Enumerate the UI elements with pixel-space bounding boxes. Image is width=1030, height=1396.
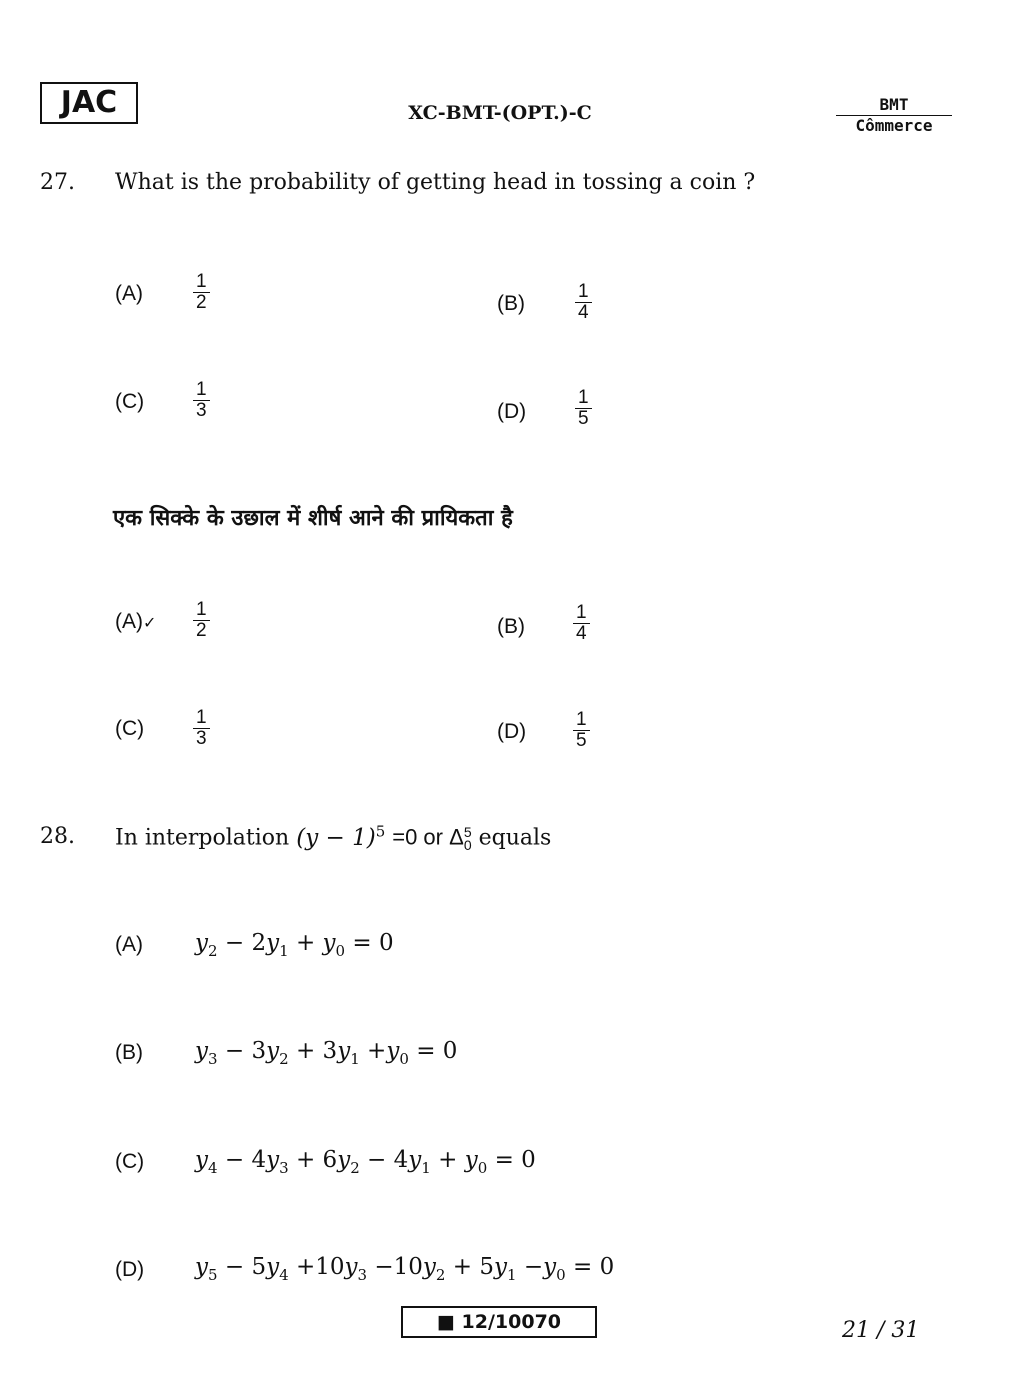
q27-hi-option-d-label: (D): [497, 720, 527, 743]
q28-expression: $(y - 1)^5$: [296, 822, 386, 851]
q27-hi-option-d-fraction: 1 5: [573, 710, 590, 751]
subject-label: [836, 96, 952, 135]
question-27-hindi-text: एक सिक्के के उछाल में शीर्ष आने की प्रायिकता है: [113, 506, 513, 531]
q28-option-a-label: (A): [115, 933, 143, 956]
q27-hi-option-c-fraction: 1 3: [193, 708, 210, 749]
page-number: 21 / 31: [842, 1318, 920, 1343]
q28-option-d-label: (D): [115, 1258, 145, 1281]
q28-option-d-equation: $y_5 - 5y_4 +10y_3 -10y_2 + 5y_1 -y_0 = 0$: [195, 1254, 615, 1284]
q27-hi-option-b-label: (B): [497, 615, 525, 638]
question-27-number: 27.: [40, 170, 75, 195]
q27-option-c-fraction: 1 3: [193, 380, 210, 421]
q27-option-b-fraction: 1 4: [575, 282, 592, 323]
q28-option-a-equation: $y_2 - 2y_1 + y_0 = 0$: [195, 930, 394, 960]
delta-indices: 5 0: [463, 823, 472, 853]
question-28-number: 28.: [40, 824, 75, 849]
q27-option-b-label: (B): [497, 292, 525, 315]
check-mark-icon: ✓: [143, 615, 157, 632]
q28-option-c-equation: $y_4 - 4y_3 + 6y_2 - 4y_1 + y_0 = 0$: [195, 1147, 536, 1177]
q27-option-d-label: (D): [497, 400, 527, 423]
paper-code: XC-BMT-(OPT.)-C: [408, 102, 592, 124]
subject-top: BMT: [879, 95, 909, 114]
q27-hi-option-c-label: (C): [115, 717, 145, 740]
q28-option-b-equation: $y_3 - 3y_2 + 3y_1 +y_0 = 0$: [195, 1038, 458, 1068]
q27-option-c-label: (C): [115, 390, 145, 413]
q28-option-c-label: (C): [115, 1150, 145, 1173]
question-28-text: In interpolation $(y - 1)^5 =0$ or Δ 5 0 equals: [115, 822, 552, 853]
jac-badge: JAC: [40, 82, 138, 124]
q28-option-b-label: (B): [115, 1041, 143, 1064]
q27-hi-option-b-fraction: 1 4: [573, 603, 590, 644]
q27-hi-option-a-fraction: 1 2: [193, 600, 210, 641]
footer-code-box: ■ 12/10070: [401, 1306, 597, 1338]
q27-hi-option-a-label: (A)✓: [115, 610, 157, 633]
q27-option-a-fraction: 1 2: [193, 272, 210, 313]
q27-option-d-fraction: 1 5: [575, 388, 592, 429]
q27-option-a-label: (A): [115, 282, 143, 305]
question-27-text: What is the probability of getting head in tossing a coin ?: [115, 170, 756, 195]
subject-bottom: Cômmerce: [855, 116, 933, 135]
